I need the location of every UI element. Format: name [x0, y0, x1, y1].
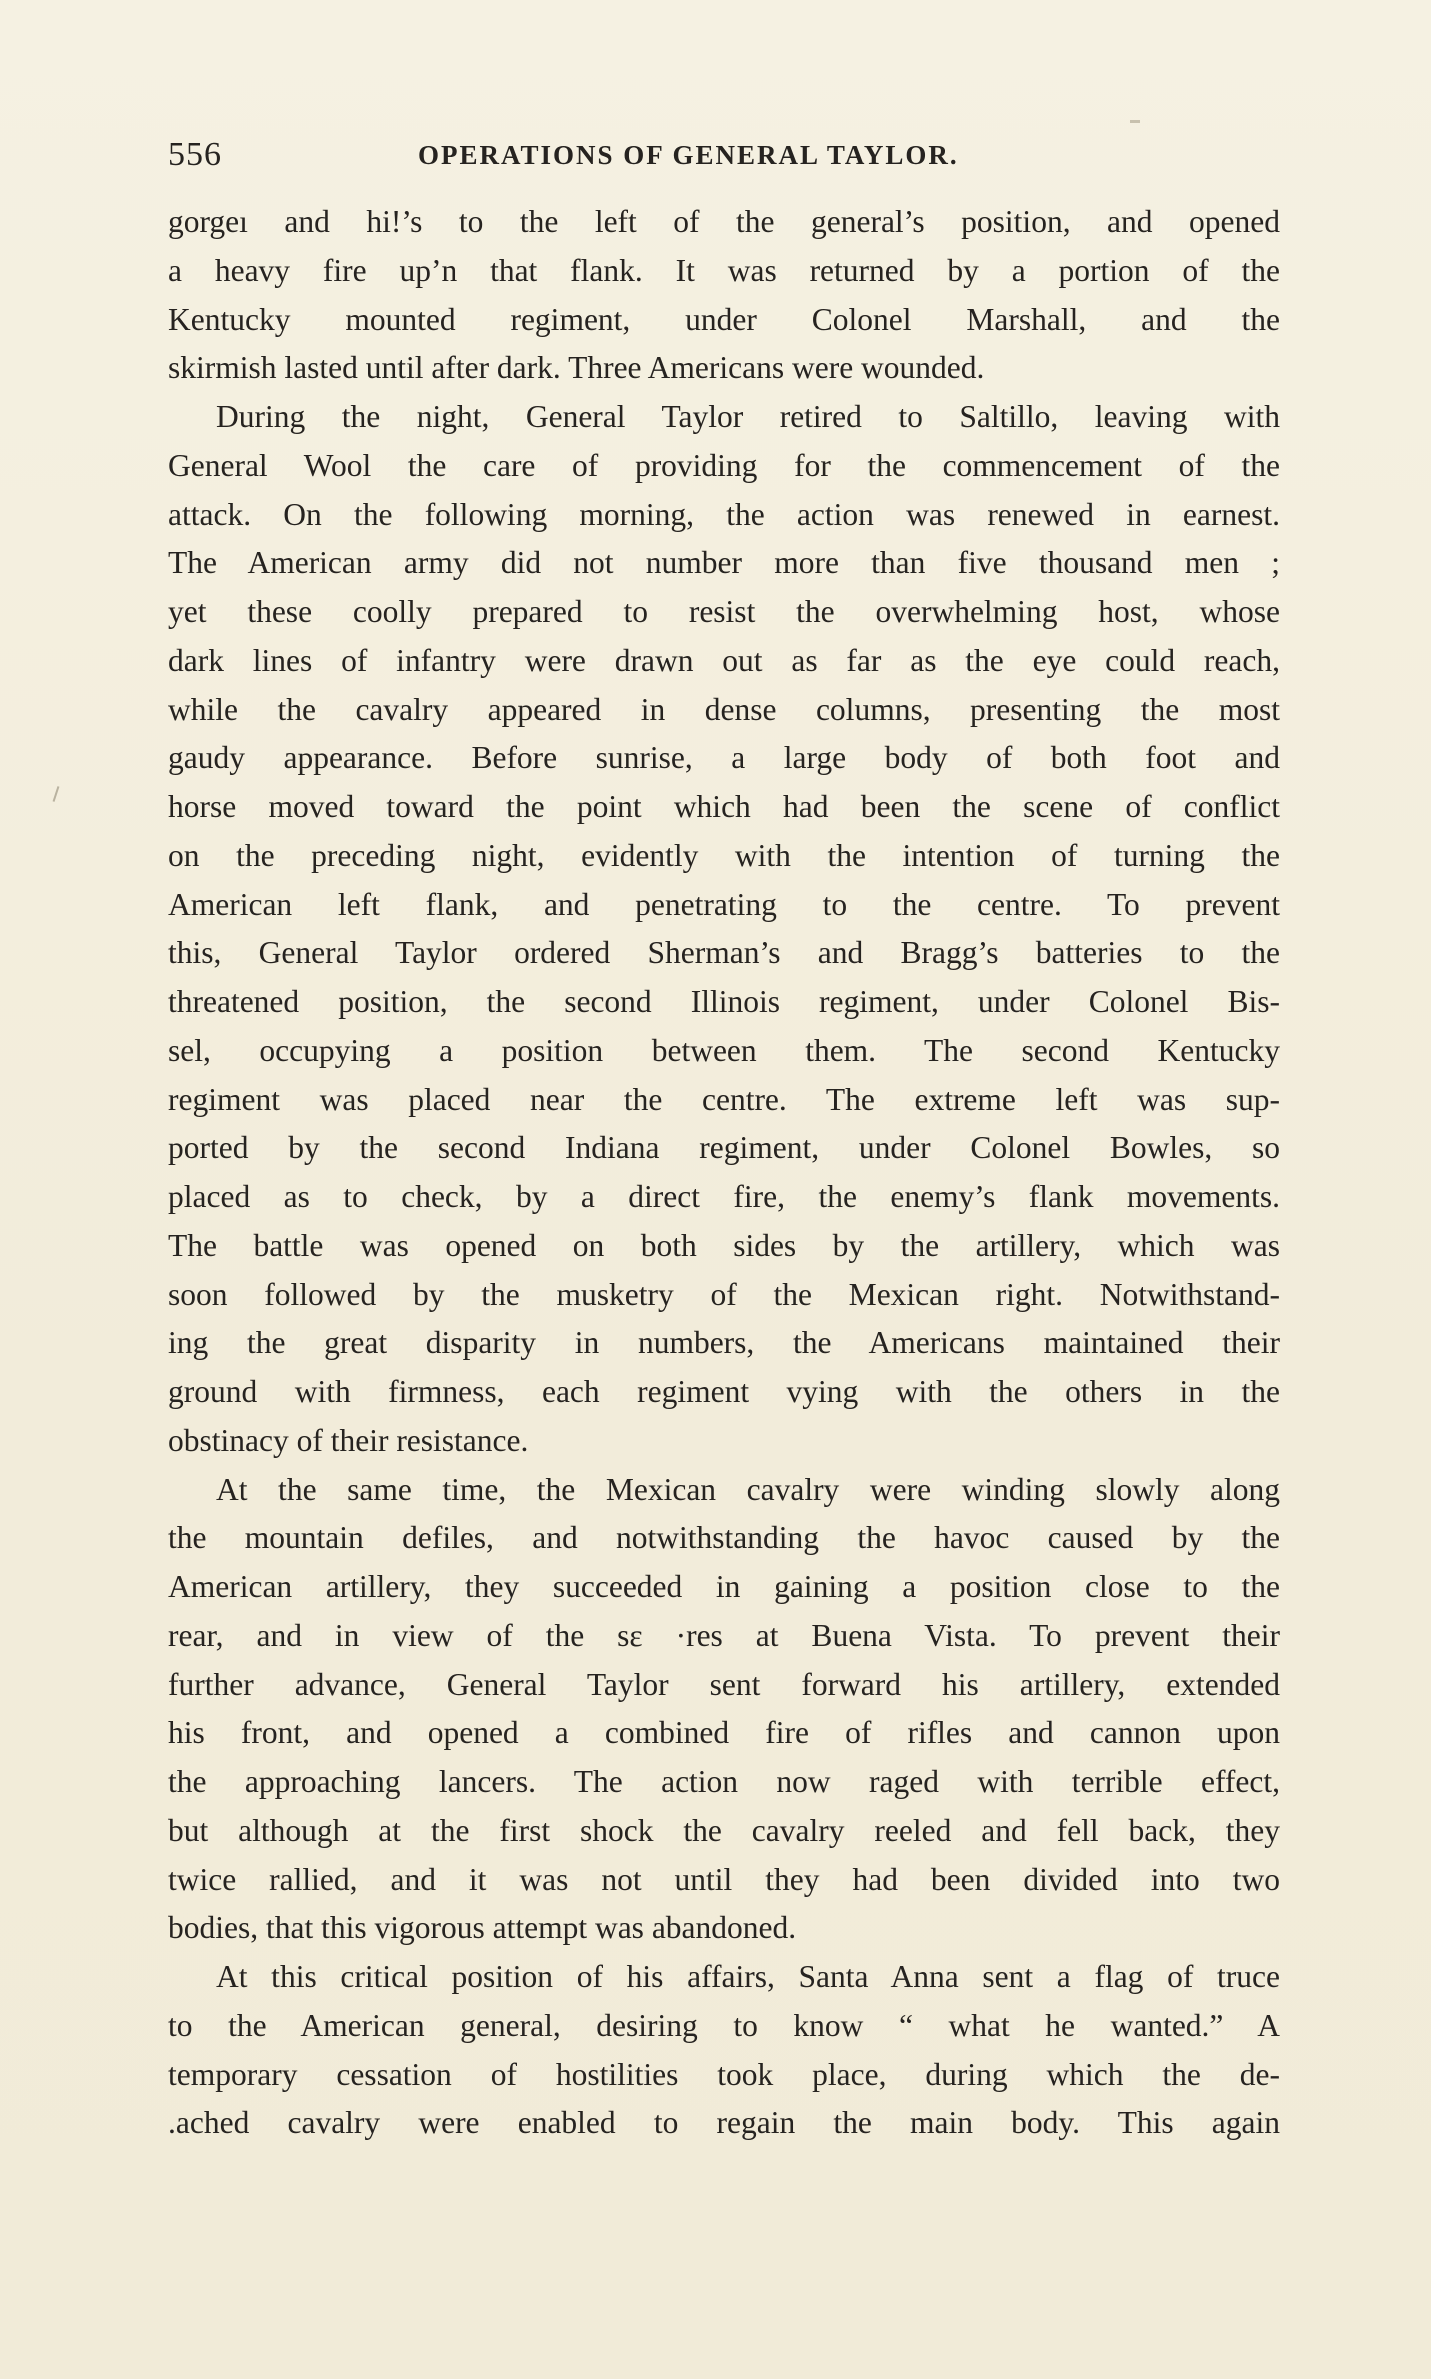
text-line: bodies, that this vigorous attempt was abandoned.	[168, 1910, 797, 1946]
text-line: his front, and opened a combined fire of rifles and cannon upon	[168, 1715, 1280, 1751]
text-line: The American army did not number more than five thousand men ;	[168, 545, 1280, 581]
text-line: twice rallied, and it was not until they had been divided into two	[168, 1861, 1280, 1897]
text-line: the approaching lancers. The action now raged with terrible effect,	[168, 1764, 1280, 1799]
body-text	[168, 198, 1280, 2148]
text-line: sel, occupying a position between them. The second Kentucky	[168, 1032, 1280, 1068]
margin-mark	[53, 786, 60, 802]
text-line: skirmish lasted until after dark. Three Americans were wounded.	[168, 350, 985, 386]
text-line: gaudy appearance. Before sunrise, a large body of both foot and	[168, 740, 1280, 776]
text-line: At this critical position of his affairs, Santa Anna sent a flag of truce	[216, 1959, 1280, 1994]
text-line: yet these coolly prepared to resist the overwhelming host, whose	[168, 594, 1280, 629]
text-line: General Wool the care of providing for the commencement of the	[168, 447, 1280, 483]
running-head: OPERATIONS OF GENERAL TAYLOR.	[418, 140, 959, 170]
text-line: further advance, General Taylor sent forward his artillery, extended	[168, 1666, 1280, 1702]
text-line: At the same time, the Mexican cavalry were winding slowly along	[216, 1471, 1280, 1507]
text-line: Kentucky mounted regiment, under Colonel Marshall, and the	[168, 301, 1280, 337]
text-line: rear, and in view of the sε ·res at Buena Vista. To prevent their	[168, 1617, 1280, 1653]
text-line: on the preceding night, evidently with the intention of turning the	[168, 837, 1280, 873]
text-line: American artillery, they succeeded in gaining a position close to the	[168, 1569, 1280, 1604]
text-line: horse moved toward the point which had been the scene of conflict	[168, 789, 1280, 824]
text-line: this, General Taylor ordered Sherman’s and Bragg’s batteries to the	[168, 935, 1280, 971]
text-line: ing the great disparity in numbers, the Americans maintained their	[168, 1325, 1280, 1361]
text-line: regiment was placed near the centre. The extreme left was sup-	[168, 1081, 1280, 1117]
text-line: placed as to check, by a direct fire, the enemy’s flank movements.	[168, 1179, 1280, 1214]
text-line: During the night, General Taylor retired to Saltillo, leaving with	[216, 399, 1280, 434]
text-line: the mountain defiles, and notwithstanding the havoc caused by the	[168, 1520, 1280, 1556]
print-mark	[1130, 120, 1140, 123]
text-line: but although at the first shock the cavalry reeled and fell back, they	[168, 1812, 1280, 1848]
text-line: ported by the second Indiana regiment, under Colonel Bowles, so	[168, 1130, 1280, 1166]
text-line: attack. On the following morning, the action was renewed in earnest.	[168, 496, 1280, 532]
text-line: The battle was opened on both sides by the artillery, which was	[168, 1227, 1280, 1263]
text-line: to the American general, desiring to know “ what he wanted.” A	[168, 2007, 1280, 2043]
text-line: soon followed by the musketry of the Mexican right. Notwithstand-	[168, 1276, 1280, 1312]
text-line: .ached cavalry were enabled to regain the main body. This again	[168, 2105, 1280, 2141]
text-line: a heavy fire up’n that flank. It was returned by a portion of the	[168, 252, 1280, 288]
page-header	[168, 136, 1278, 176]
text-line: gorgeı and hi!’s to the left of the general’s position, and opened	[168, 204, 1280, 239]
text-line: American left flank, and penetrating to the centre. To prevent	[168, 886, 1280, 922]
text-line: temporary cessation of hostilities took place, during which the de-	[168, 2056, 1280, 2092]
page-number: 556	[168, 136, 222, 173]
text-line: ground with firmness, each regiment vying with the others in the	[168, 1374, 1280, 1409]
text-line: obstinacy of their resistance.	[168, 1422, 529, 1458]
text-line: threatened position, the second Illinois regiment, under Colonel Bis-	[168, 984, 1280, 1019]
text-line: while the cavalry appeared in dense columns, presenting the most	[168, 691, 1280, 727]
text-line: dark lines of infantry were drawn out as far as the eye could reach,	[168, 642, 1280, 678]
